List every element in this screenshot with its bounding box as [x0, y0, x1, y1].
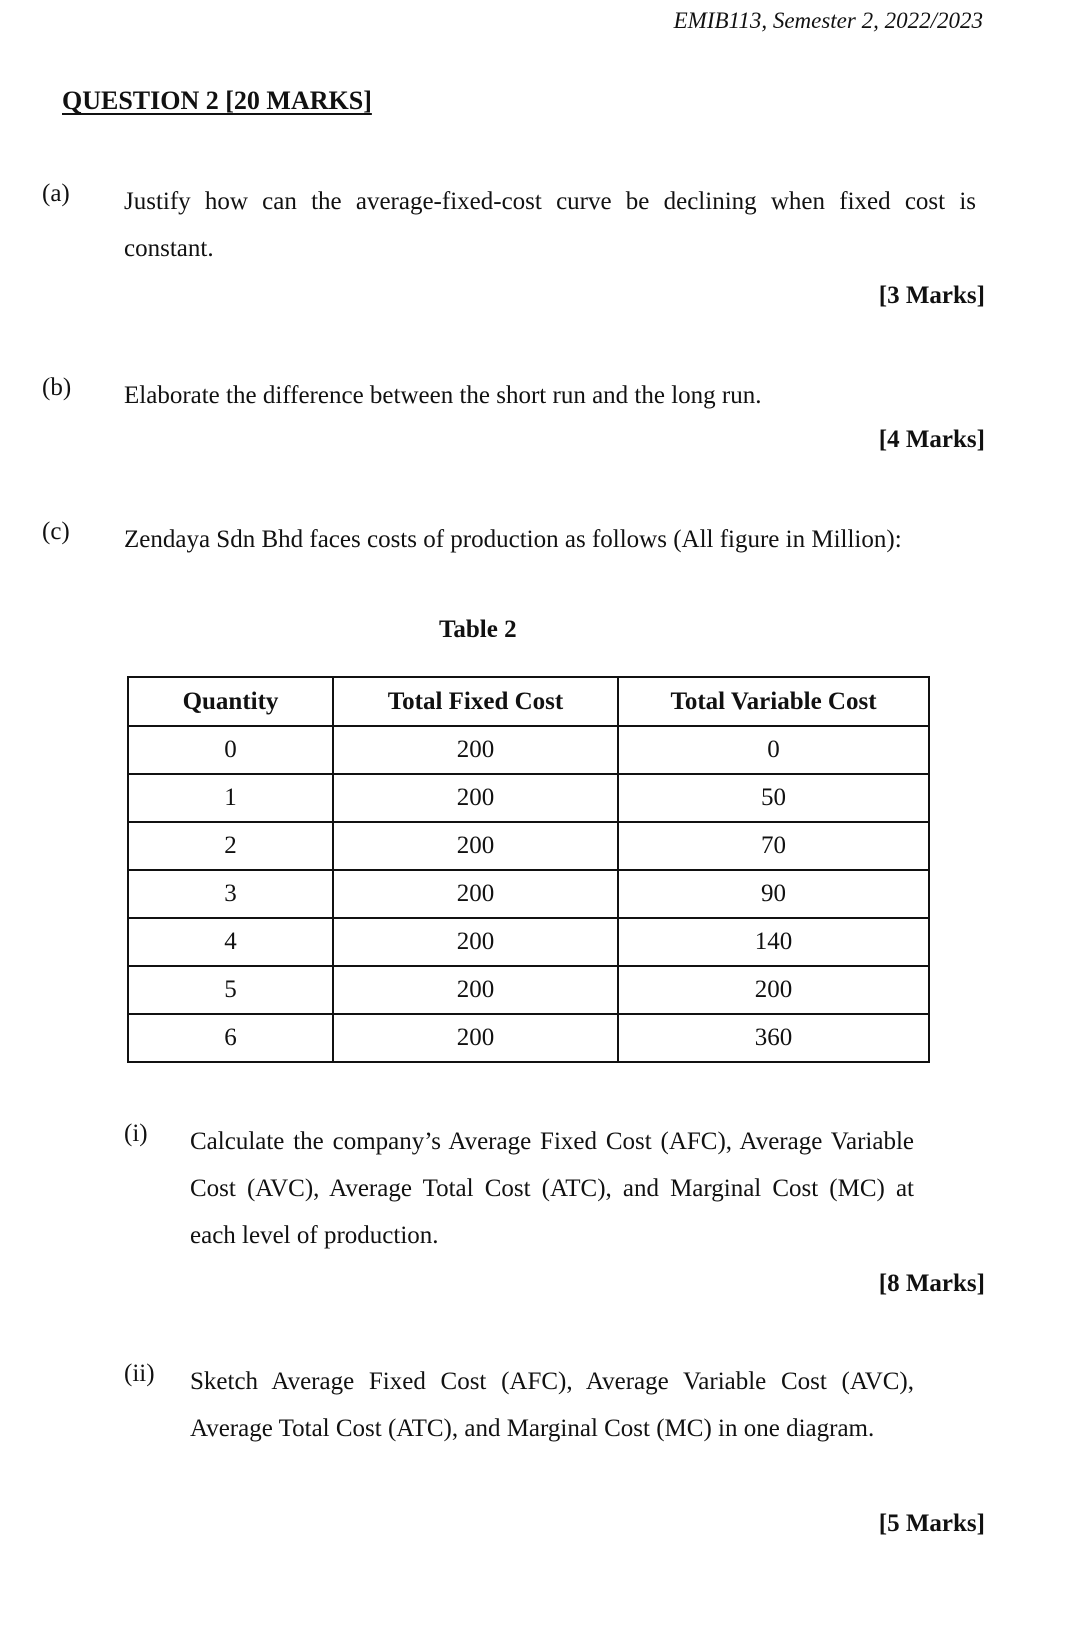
cell-total-fixed-cost: 200	[333, 966, 618, 1014]
part-c-ii-label: (ii)	[124, 1360, 155, 1387]
cell-quantity: 3	[128, 870, 333, 918]
cell-total-fixed-cost: 200	[333, 918, 618, 966]
part-c-text: Zendaya Sdn Bhd faces costs of production as follows (All figure in Million):	[124, 526, 902, 553]
cell-total-variable-cost: 0	[618, 726, 929, 774]
cell-total-fixed-cost: 200	[333, 1014, 618, 1062]
part-c-ii-text: Sketch Average Fixed Cost (AFC), Average Variable Cost (AVC), Average Total Cost (ATC), and Marginal Cost (MC) in one diagram.	[190, 1368, 914, 1442]
table-header-row	[128, 677, 929, 726]
part-c-label: (c)	[42, 518, 70, 545]
part-a-label: (a)	[42, 180, 70, 207]
cell-quantity: 1	[128, 774, 333, 822]
part-a-text: Justify how can the average-fixed-cost curve be declining when fixed cost is constant.	[124, 188, 976, 262]
part-c-i-text: Calculate the company’s Average Fixed Cost (AFC), Average Variable Cost (AVC), Average Total Cost (ATC), and Marginal Cost (MC) at each level of production.	[190, 1128, 914, 1249]
cell-total-variable-cost: 360	[618, 1014, 929, 1062]
table-row	[128, 822, 929, 870]
cell-quantity: 2	[128, 822, 333, 870]
cell-total-variable-cost: 200	[618, 966, 929, 1014]
part-c-ii-marks: [5 Marks]	[878, 1510, 985, 1537]
table-row	[128, 726, 929, 774]
table-row	[128, 774, 929, 822]
table-row	[128, 918, 929, 966]
cell-total-fixed-cost: 200	[333, 870, 618, 918]
cost-table	[127, 676, 930, 1063]
cell-total-variable-cost: 50	[618, 774, 929, 822]
cell-total-fixed-cost: 200	[333, 726, 618, 774]
course-reference: EMIB113, Semester 2, 2022/2023	[673, 8, 983, 33]
cell-total-variable-cost: 140	[618, 918, 929, 966]
cell-total-fixed-cost: 200	[333, 774, 618, 822]
part-c-i-label: (i)	[124, 1120, 148, 1147]
header-total-variable-cost: Total Variable Cost	[618, 677, 929, 726]
part-b-marks: [4 Marks]	[878, 426, 985, 453]
question-title: QUESTION 2 [20 MARKS]	[62, 86, 372, 115]
cell-quantity: 4	[128, 918, 333, 966]
cell-total-variable-cost: 90	[618, 870, 929, 918]
header-quantity: Quantity	[128, 677, 333, 726]
table-row	[128, 1014, 929, 1062]
table-row	[128, 870, 929, 918]
part-b-label: (b)	[42, 374, 72, 401]
table-row	[128, 966, 929, 1014]
part-b-text: Elaborate the difference between the short run and the long run.	[124, 382, 762, 409]
part-a-marks: [3 Marks]	[878, 282, 985, 309]
cell-total-variable-cost: 70	[618, 822, 929, 870]
cell-quantity: 0	[128, 726, 333, 774]
header-total-fixed-cost: Total Fixed Cost	[333, 677, 618, 726]
cell-quantity: 6	[128, 1014, 333, 1062]
part-c-i-marks: [8 Marks]	[878, 1270, 985, 1297]
cell-total-fixed-cost: 200	[333, 822, 618, 870]
table-caption: Table 2	[439, 616, 517, 643]
cell-quantity: 5	[128, 966, 333, 1014]
